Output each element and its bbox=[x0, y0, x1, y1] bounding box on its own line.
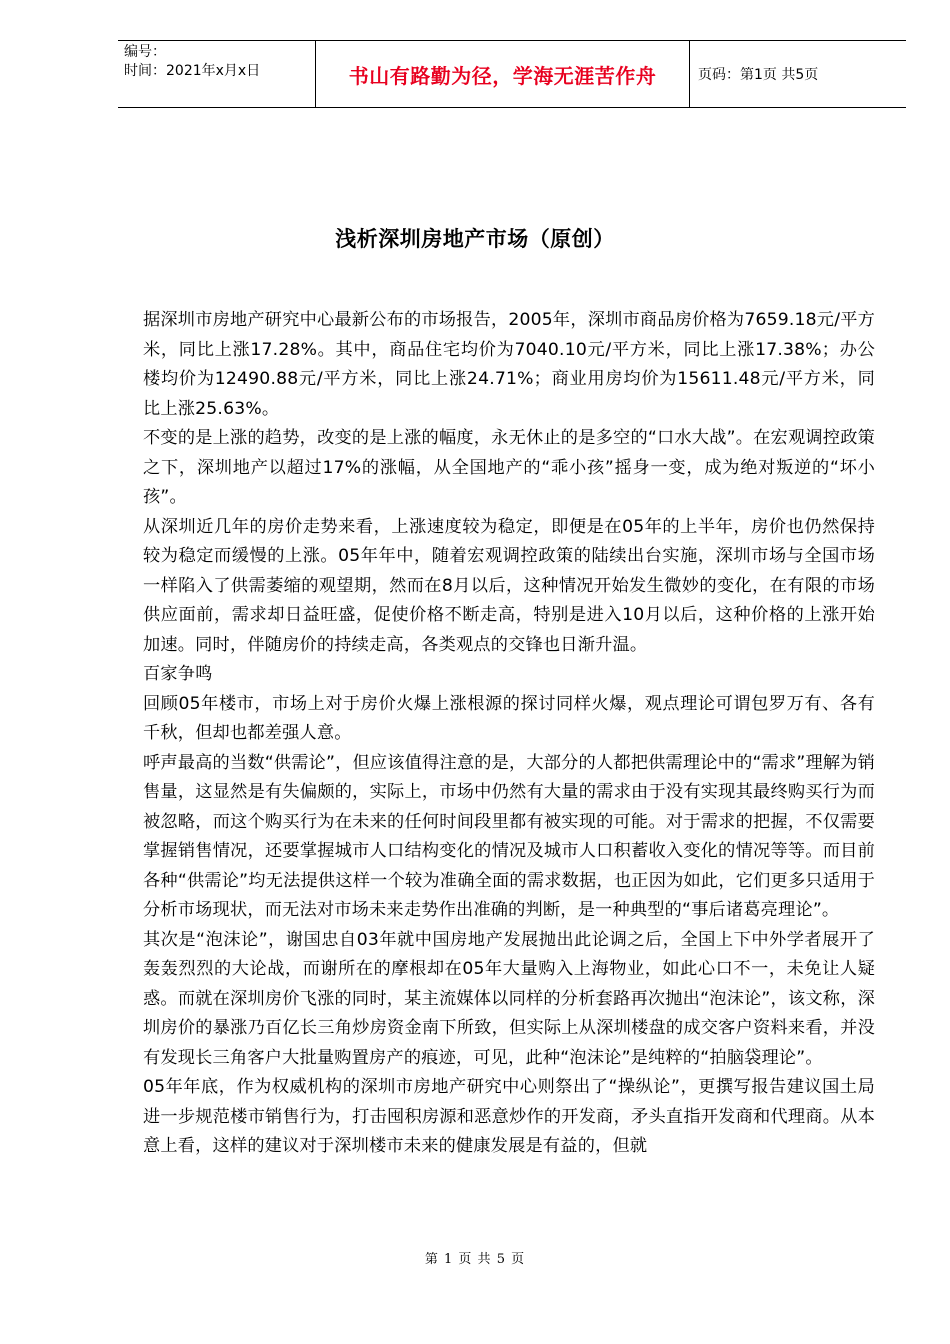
paragraph: 从深圳近几年的房价走势来看，上涨速度较为稳定，即便是在05年的上半年，房价也仍然保持较为稳定而缓慢的上涨。05年年中，随着宏观调控政策的陆续出台实施，深圳市场与全国市场一样陷入了供需萎缩的观望期，然而在8月以后，这种情况开始发生微妙的变化，在有限的市场供应面前，需求却日益旺盛，促使价格不断走高，特别是进入10月以后，这种价格的上涨开始加速。同时，伴随房价的持续走高，各类观点的交锋也日渐升温。 bbox=[143, 516, 875, 655]
header-table bbox=[118, 40, 906, 108]
motto: 书山有路勤为径，学海无涯苦作舟 bbox=[348, 63, 657, 88]
document-body bbox=[143, 306, 875, 1162]
paragraph: 据深圳市房地产研究中心最新公布的市场报告，2005年，深圳市商品房价格为7659.18元/平方米，同比上涨17.28%。其中，商品住宅均价为7040.10元/平方米，同比上涨17.38%；办公楼均价为12490.88元/平方米，同比上涨24.71%；商业用房均价为15611.48元/平方米，同比上涨25.63%。 bbox=[143, 310, 875, 419]
paragraph: 其次是“泡沫论”，谢国忠自03年就中国房地产发展抛出此论调之后，全国上下中外学者展开了轰轰烈烈的大论战，而谢所在的摩根却在05年大量购入上海物业，如此心口不一，未免让人疑惑。而就在深圳房价飞涨的同时，某主流媒体以同样的分析套路再次抛出“泡沫论”，该文称，深圳房价的暴涨乃百亿长三角炒房资金南下所致，但实际上从深圳楼盘的成交客户资料来看，并没有发现长三角客户大批量购置房产的痕迹，可见，此种“泡沫论”是纯粹的“拍脑袋理论”。 bbox=[143, 929, 875, 1068]
header-motto-cell bbox=[316, 41, 690, 107]
paragraph: 呼声最高的当数“供需论”，但应该值得注意的是，大部分的人都把供需理论中的“需求”理解为销售量，这显然是有失偏颇的，实际上，市场中仍然有大量的需求由于没有实现其最终购买行为而被忽略，而这个购买行为在未来的任何时间段里都有被实现的可能。对于需求的把握，不仅需要掌握销售情况，还要掌握城市人口结构变化的情况及城市人口积蓄收入变化的情况等等。而目前各种“供需论”均无法提供这样一个较为准确全面的需求数据，也正因为如此，它们更多只适用于分析市场现状，而无法对市场未来走势作出准确的判断，是一种典型的“事后诸葛亮理论”。 bbox=[143, 752, 875, 920]
section-heading: 百家争鸣 bbox=[143, 664, 213, 684]
paragraph: 回顾05年楼市，市场上对于房价火爆上涨根源的探讨同样火爆，观点理论可谓包罗万有、各有千秋，但却也都差强人意。 bbox=[143, 693, 875, 743]
date-line: 时间：2021年x月x日 bbox=[124, 63, 261, 79]
header-info-cell bbox=[118, 41, 316, 107]
serial-number-label: 编号： bbox=[124, 44, 166, 60]
paragraph: 不变的是上涨的趋势，改变的是上涨的幅度，永无休止的是多空的“口水大战”。在宏观调控政策之下，深圳地产以超过17%的涨幅，从全国地产的“乖小孩”摇身一变，成为绝对叛逆的“坏小孩”。 bbox=[143, 428, 875, 507]
page-info: 页码：第1页 共5页 bbox=[698, 67, 819, 83]
header-page-cell bbox=[690, 41, 906, 107]
document-title: 浅析深圳房地产市场（原创） bbox=[335, 226, 615, 251]
paragraph: 05年年底，作为权威机构的深圳市房地产研究中心则祭出了“操纵论”，更撰写报告建议国土局进一步规范楼市销售行为，打击囤积房源和恶意炒作的开发商，矛头直指开发商和代理商。从本意上看，这样的建议对于深圳楼市未来的健康发展是有益的，但就 bbox=[143, 1077, 875, 1156]
page-footer: 第 1 页 共 5 页 bbox=[424, 1252, 526, 1267]
